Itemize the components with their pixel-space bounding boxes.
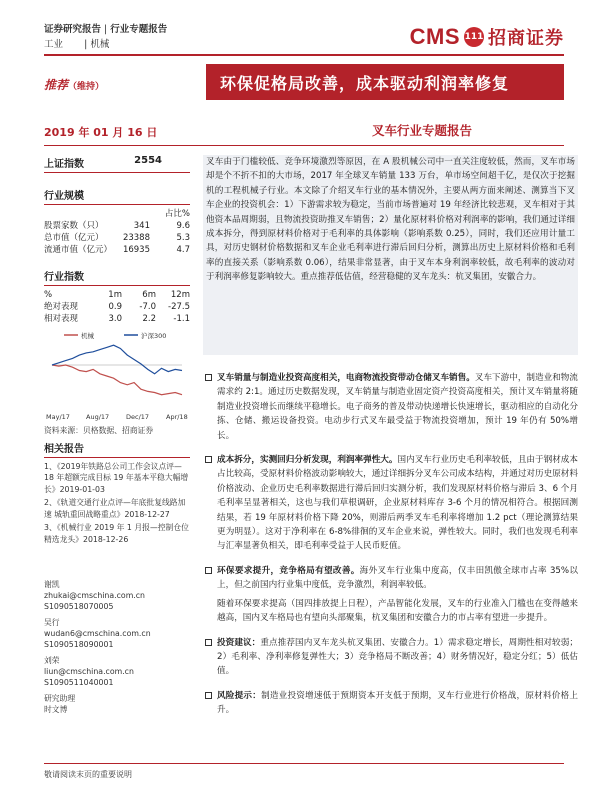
bullet-lead: 投资建议：: [217, 637, 261, 648]
bullet-body: 国内叉车行业历史毛利率较低，且由于钢材成本占比较高，受原材料价格波动影响较大，通过详细拆分叉车公司成本结构，并通过对历史原材料价格波动、企业历史毛利率数据进行滞后回归实测分析，我们发现原材料价格与滞后 3、6 个月毛利率呈显著相关，这也与我们草根调研，企业原材料库存 3-6 个月的情况相符合。根据回测结果，若 19 年原材料价格下降 20%，则滞后两季叉车毛利率将增加 1.2 pct（理论测算结果更为明显）。这对于净利率在 6-8%徘徊的叉车企业来说，弹性较大。同时，我们也发现毛利率与汇率显著负相关，即毛利率受益于人民币贬值。: [217, 455, 578, 552]
report-category: 行业专题报告: [110, 24, 168, 35]
analyst-card: [44, 655, 190, 688]
basic-value: 23388: [122, 233, 150, 243]
perf-label: 相对表现: [44, 314, 79, 324]
basic-value: 16935: [122, 245, 150, 255]
separator: |: [84, 39, 88, 50]
pct-header: 占比%: [164, 209, 190, 219]
bullet-body: 重点推荐国内叉车龙头杭叉集团、安徽合力。1）需求稳定增长，周期性相对较弱；2）毛利率、净利率修复弹性大；3）竞争格局不断改善；4）财务情况好，稳定分红；5）低估值。: [217, 637, 578, 677]
basic-pct: 5.3: [176, 233, 190, 243]
subtitle-divider: [44, 145, 564, 146]
report-title-text: 环保促格局改善，成本驱动利润率修复: [220, 73, 510, 93]
analyst-id: S1090511040001: [44, 678, 114, 687]
perf-h1: 1m: [108, 290, 122, 300]
basic-label: 流通市值（亿元）: [44, 245, 113, 255]
index-row: [44, 155, 190, 173]
logo-badge: 111: [464, 32, 484, 42]
perf-value: 3.0: [108, 314, 122, 324]
analyst-email[interactable]: wudan6@cmschina.com.cn: [44, 629, 151, 638]
logo-cn: 招商证券: [488, 28, 564, 49]
footer-divider: [44, 763, 564, 764]
bullet-body: 海外叉车行业集中度高，仅丰田凯傲全球市占率 35%以上，但之前国内行业集中度低，竞争激烈，利润率较低。: [217, 565, 578, 591]
basic-label: 股票家数（只）: [44, 221, 104, 231]
bullet-lead: 叉车销量与制造业投资高度相关，电商物流投资带动仓储叉车销售。: [217, 373, 475, 383]
rating-note: （维持）: [68, 82, 105, 92]
assistant-name: 时文博: [44, 705, 68, 714]
report-subtitle: 叉车行业专题报告: [371, 123, 472, 138]
company-logo: [410, 24, 564, 50]
header-divider: [44, 54, 564, 56]
perf-h2: 6m: [142, 290, 156, 300]
x-tick-label: Aug/17: [86, 413, 110, 421]
bullet-square-icon: [205, 374, 212, 381]
index-value: 2554: [134, 155, 162, 166]
basic-pct: 4.7: [176, 245, 190, 255]
bullet-square-icon: [205, 567, 212, 574]
perf-h0: %: [44, 290, 53, 300]
basic-row: [44, 232, 190, 244]
x-tick-label: Apr/18: [166, 413, 188, 421]
summary-box: 叉车由于门槛较低、竞争环境激烈等原因，在 A 股机械公司中一直关注度较低，然而，叉车市场却是个不折不扣的大市场，2017 年全球叉车销量 133 万台，单市场空间超千亿，是仅次于挖掘机的工程机械子行业。本文除了介绍叉车行业的基本情况外，主要从两方面来阐述、测算当下叉车企业的投资机会：1）下游需求较为稳定，当前市场普遍对 19 年经济比较悲观，叉车相对于其他资本品周期弱，且物流投资助推叉车销售；2）量化原材料价格对利润率的影响，我们通过详细成本拆分，得到原材料价格对于毛利率的具体影响（影响系数 0.25），同时，我们还应用计量工具，对历史钢材价格数据和叉车企业毛利率进行滞后回归分析，测算出历史上原材料价格和毛利率的直接关系（影响系数 0.06），结果非常显著，由于叉车本身利润率较低，故毛利率的波动对于利润率修复影响较大。重点推荐低估值，经营稳健的叉车龙头：杭叉集团，安徽合力。: [203, 155, 578, 355]
perf-h3: 12m: [170, 290, 190, 300]
rating-label: 推荐: [44, 78, 69, 92]
sidebar: [44, 155, 190, 715]
series-line-1: [52, 345, 182, 374]
basic-header-row: [44, 208, 190, 220]
legend-label: 沪深300: [141, 332, 167, 340]
bullet-square-icon: [205, 692, 212, 699]
basic-label: 总市值（亿元）: [44, 233, 104, 243]
analyst-email[interactable]: zhukai@cmschina.com.cn: [44, 591, 145, 600]
sector: 工业: [44, 39, 64, 50]
bullet-lead: 环保要求提升，竞争格局有望改善。: [217, 565, 360, 576]
analyst-name: 吴行: [44, 618, 60, 627]
perf-label: 绝对表现: [44, 302, 79, 312]
bullet-body: 制造业投资增速低于预期资本开支低于预期，叉车行业进行价格战，原材料价格上升。: [217, 690, 578, 716]
separator: |: [104, 24, 108, 35]
assistant-card: [44, 693, 190, 715]
bullet-square-icon: [205, 456, 212, 463]
basic-heading: 行业规模: [44, 187, 190, 205]
related-report[interactable]: 2、《轨道交通行业点评—年底批复线路加速 城轨重回战略重点》2018-12-27: [44, 498, 186, 519]
analyst-id: S1090518070005: [44, 602, 114, 611]
performance-chart: [44, 329, 190, 421]
bullet-item: [203, 564, 578, 593]
x-tick-label: Dec/17: [126, 413, 150, 421]
logo-en: CMS: [409, 24, 460, 49]
basic-value: 341: [133, 221, 150, 231]
report-type: 证券研究报告: [44, 24, 102, 35]
bullet-lead: 风险提示：: [217, 690, 262, 701]
x-tick-label: May/17: [46, 413, 70, 421]
bullet-square-icon: [205, 639, 212, 646]
related-report[interactable]: 3、《机械行业 2019 年 1 月报—控制仓位 精选龙头》2018-12-26: [44, 523, 189, 544]
assistant-label: 研究助理: [44, 694, 76, 703]
legend-label: 机械: [81, 332, 94, 340]
basic-row: [44, 220, 190, 232]
analyst-name: 谢凯: [44, 580, 60, 589]
perf-row: [44, 301, 190, 313]
perf-heading: 行业指数: [44, 268, 190, 286]
report-date: 2019 年 01 月 16 日: [44, 126, 158, 139]
perf-value: -7.0: [139, 302, 156, 312]
main-content: [203, 155, 578, 728]
footer-note: 敬请阅读末页的重要说明: [44, 770, 132, 779]
rating: [44, 76, 104, 93]
series-line-0: [52, 365, 182, 395]
perf-row: [44, 313, 190, 325]
bullet-body: 叉车下游中，制造业和物流需求约 2:1。通过历史数据发现，叉车销量与制造业固定资产投资高度相关，预计叉车销量将随制造业投资增长而继续平稳增长。电子商务的普及带动快递增长快速增长，驱动相应的自动化分拣、仓储、搬运设备投资。电动步行式叉车最受益于物流投资增加，预计 19 年仍有 50%增长。: [217, 373, 578, 441]
analyst-name: 刘荣: [44, 656, 60, 665]
bullet-item: [203, 689, 578, 718]
analyst-card: [44, 617, 190, 650]
basic-pct: 9.6: [176, 221, 190, 231]
bullet-extra: 随着环保要求提高（国四排放提上日程），产品智能化发展，叉车的行业准入门槛也在变得越来越高，国内叉车格局也有望向头部聚集，杭叉集团和安徽合力的市占率有望进一步提升。: [217, 598, 578, 624]
basic-row: [44, 244, 190, 256]
subsector: 机械: [90, 39, 110, 50]
related-heading: 相关报告: [44, 440, 190, 458]
analyst-card: [44, 579, 190, 612]
logo-badge-icon: [464, 27, 484, 47]
bullet-lead: 成本拆分，实测回归分析发现，利润率弹性大。: [217, 455, 398, 466]
bullet-item: [203, 636, 578, 679]
perf-value: 0.9: [108, 302, 122, 312]
bullet-item: [203, 371, 578, 443]
related-report[interactable]: 1、《2019年铁路总公司工作会议点评—18 年超额完成目标 19 年基本平稳大幅增长》2019-01-03: [44, 461, 189, 494]
analyst-id: S1090518090001: [44, 640, 114, 649]
perf-value: -27.5: [168, 302, 190, 312]
perf-header-row: [44, 289, 190, 301]
index-label: 上证指数: [44, 159, 84, 170]
analyst-email[interactable]: liun@cmschina.com.cn: [44, 667, 134, 676]
bullet-item: [203, 453, 578, 554]
report-title: [206, 64, 564, 100]
report-header-meta: [44, 22, 167, 52]
perf-value: -1.1: [173, 314, 190, 324]
perf-value: 2.2: [142, 314, 156, 324]
chart-source: 资料来源：贝格数据、招商证券: [44, 426, 154, 435]
